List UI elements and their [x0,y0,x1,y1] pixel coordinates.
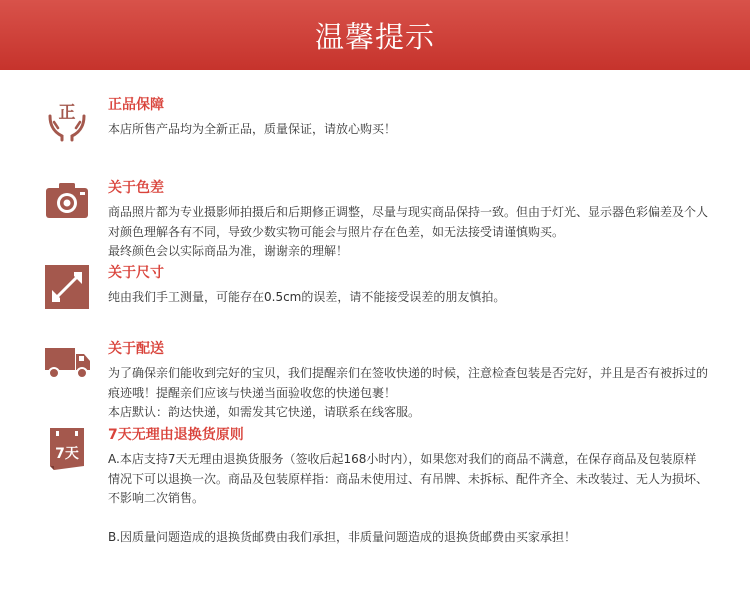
body-line: 本店所售产品均为全新正品，质量保证，请放心购买！ [108,122,397,136]
hands-genuine-icon [44,96,90,142]
body-line: A.本店支持7天无理由退换货服务（签收后起168小时内），如果您对我们的商品不满意，在保存商品及包装原样 [108,452,697,466]
genuine-icon-glyph: 正 [58,103,76,123]
section-heading: 关于尺寸 [108,265,164,281]
body-line: B.因质量问题造成的退换货邮费由我们承担，非质量问题造成的退换货邮费由买家承担！ [108,529,577,544]
section-heading: 关于色差 [108,180,164,196]
diagonal-arrow-icon [44,264,90,310]
body-line: 不影响二次销售。 [108,491,205,505]
camera-icon [44,179,90,225]
section-heading: 7天无理由退换货原则 [108,427,244,443]
section-body [108,203,733,262]
body-line: 情况下可以退换一次。商品及包装原样指：商品未使用过、有吊牌、未拆标、配件齐全、未改装过、无人为损坏、 [108,471,709,486]
body-line: 纯由我们手工测量，可能存在0.5cm的误差，请不能接受误差的朋友慎拍。 [108,290,506,304]
body-line: 商品照片都为专业摄影师拍摄后和后期修正调整，尽量与现实商品保持一致。但由于灯光、显示器色彩偏差及个人 [108,205,709,219]
section-body [108,450,733,547]
body-line: 为了确保亲们能收到完好的宝贝，我们提醒亲们在签收快递的时候，注意检查包装是否完好，并且是否有被拆过的 [108,366,709,380]
body-line: 痕迹哦！提醒亲们应该与快递当面验收您的快递包裹！ [108,385,397,400]
section-heading: 关于配送 [108,341,164,357]
calendar-7-days-icon [44,426,90,472]
section-heading: 正品保障 [108,97,164,113]
section-body [108,364,733,423]
title-banner [0,0,750,70]
body-line: 最终颜色会以实际商品为准，谢谢亲的理解！ [108,244,349,258]
calendar-icon-glyph: 7天 [55,446,79,462]
body-line: 本店默认：韵达快递，如需发其它快递，请联系在线客服。 [108,405,421,419]
page-title: 温馨提示 [314,19,435,54]
body-line: 对颜色理解各有不同，导致少数实物可能会与照片存在色差，如无法接受请谨慎购买。 [108,224,565,239]
section-body [108,288,733,308]
truck-icon [42,340,92,386]
section-body [108,120,733,140]
